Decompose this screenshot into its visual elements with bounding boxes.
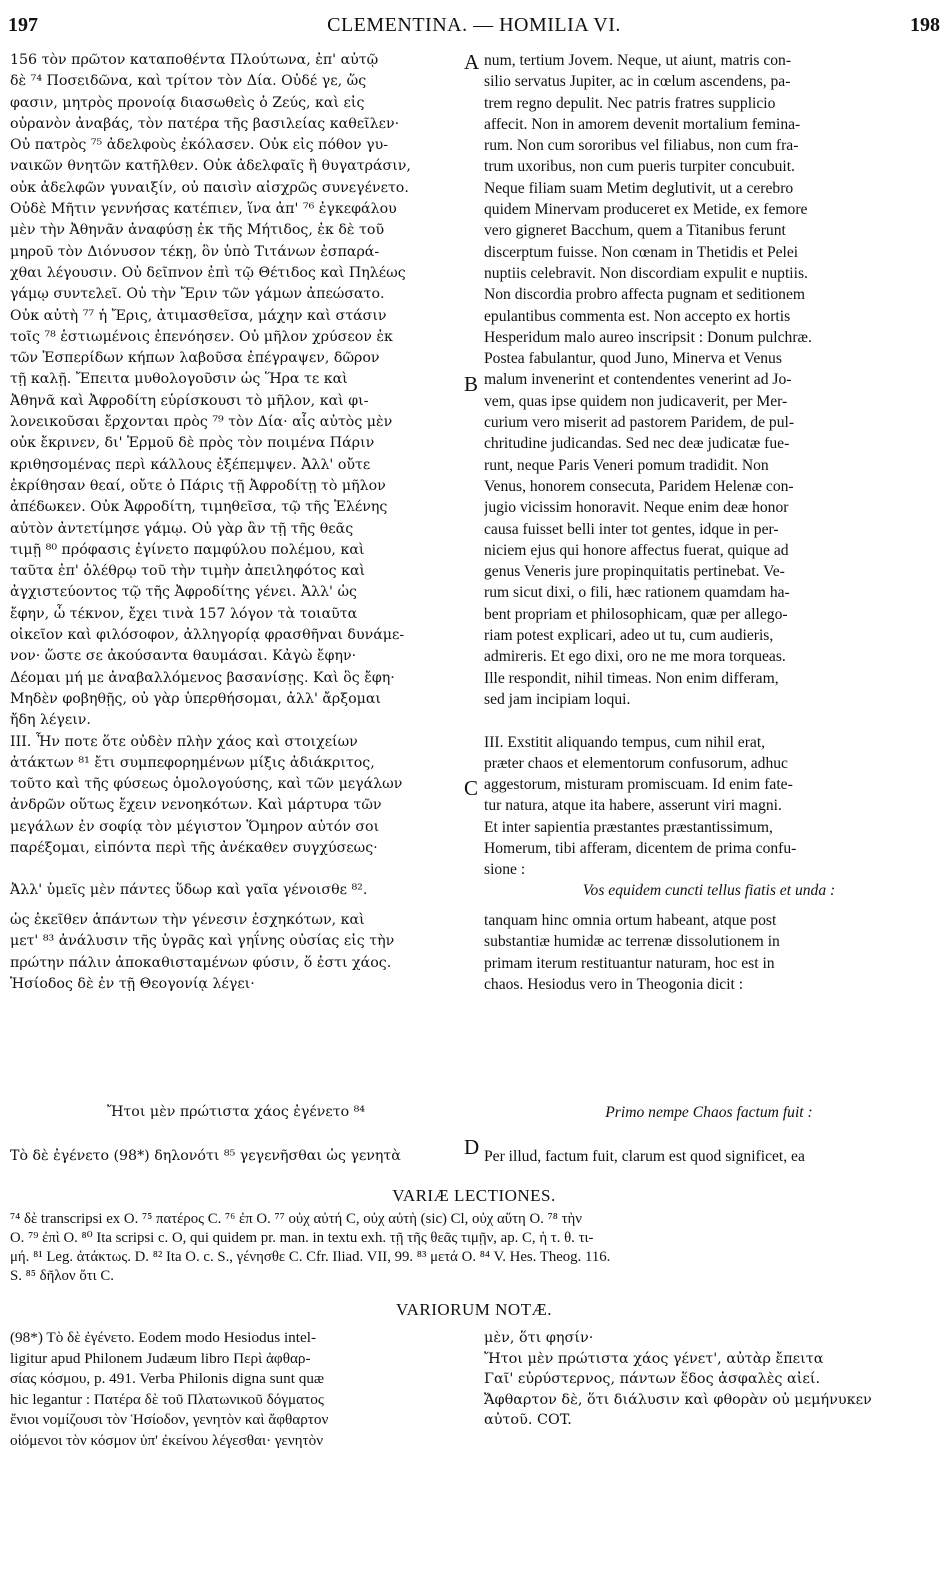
latin-verse-hesiod: Primo nempe Chaos factum fuit :: [605, 1104, 813, 1121]
greek-line: ἀγχιστεύοντος τῷ τῆς Ἀφροδίτης γένει. Ἀλλ' ὡς: [10, 584, 357, 601]
latin-line: causa fuisset belli inter tot gentes, idque in per-: [484, 520, 779, 538]
margin-mark-d: D: [464, 1135, 480, 1159]
latin-line: III. Exstitit aliquando tempus, cum nihil erat,: [484, 733, 766, 751]
greek-line: Οὐ πατρὸς ⁷⁵ ἀδελφοὺς ἐκόλασεν. Οὐκ εἰς πόθον γυ-: [10, 137, 389, 154]
latin-line: Ille respondit, nihil timeas. Non enim differam,: [484, 669, 779, 687]
greek-line: ἀπέδωκεν. Οὐκ Ἀφροδίτη, τιμηθεῖσα, τῷ τῆς Ἑλένης: [10, 499, 388, 516]
greek-line: III. Ἦν ποτε ὅτε οὐδὲν πλὴν χάος καὶ στοιχείων: [10, 733, 358, 750]
greek-line: δὲ ⁷⁴ Ποσειδῶνα, καὶ τρίτον τὸν Δία. Οὐδέ γε, ὥς: [10, 73, 367, 90]
greek-line: Δέομαι μή με ἀναβαλλόμενος βασανίσῃς. Καὶ ὃς ἔφη·: [10, 669, 395, 686]
latin-line: riam potest explicari, adeo ut tu, cum audieris,: [484, 627, 774, 645]
greek-line: ὡς ἐκεῖθεν ἁπάντων τὴν γένεσιν ἐσχηκότων, καὶ: [10, 912, 365, 928]
margin-mark-b: B: [464, 372, 479, 396]
greek-line: κριθησομένας περὶ κάλλους ἐξέπεμψεν. Ἀλλ' οὔτε: [10, 456, 371, 473]
running-head-title: CLEMENTINA. — HOMILIA VI.: [327, 14, 621, 36]
greek-line: πρώτην πάλιν ἀποκαθισταμένων φύσιν, ὅ ἐστι χάος.: [10, 954, 392, 971]
greek-line: τιμῇ ⁸⁰ πρόφασις ἐγίνετο παμφύλου πολέμου, καὶ: [10, 541, 365, 558]
latin-line: primam iterum restituantur naturam, hoc est in: [484, 954, 775, 972]
greek-line: γάμῳ συντελεῖ. Οὐ τὴν Ἔριν τῶν γάμων ἀπεώσατο.: [10, 286, 385, 303]
variant-line: S. ⁸⁵ δῆλον ὅτι C.: [10, 1268, 114, 1284]
greek-line: μηροῦ τὸν Διόνυσον τέκῃ, ὃν ὑπὸ Τιτάνων ἐσπαρά-: [10, 243, 380, 260]
latin-line: aggestorum, misturam promiscuam. Id enim fate-: [484, 776, 793, 794]
note-line: σίας κόσμου, p. 491. Verba Philonis digna sunt quæ: [10, 1370, 325, 1387]
latin-line: rum sicut dixi, o fili, hæc rationem quamdam ha-: [484, 584, 790, 602]
latin-line: niciem ejus qui honore affectus fuerat, quique ad: [484, 541, 789, 559]
margin-mark-c: C: [464, 776, 479, 800]
greek-line: τῶν Ἑσπερίδων κήπων λαβοῦσα ἐπέγραψεν, δῶρον: [10, 350, 380, 367]
latin-line: Postea fabulantur, quod Juno, Minerva et Venus: [484, 350, 782, 368]
variant-line: μή. ⁸¹ Leg. ἀτάκτως. D. ⁸² Ita O. c. S., γένησθε C. Cfr. Iliad. VII, 99. ⁸³ μετά O. ⁸⁴ V. Hes. Theog. 116.: [10, 1249, 611, 1265]
variorum-notes-right: [484, 1328, 934, 1431]
latin-line: vem, quas ipse quidem non judicaverit, per Mer-: [484, 392, 788, 410]
latin-line: bent propriam et philosophicam, quæ per allego-: [484, 605, 788, 623]
latin-line: rum. Non cum sororibus vel filiabus, non cum fra-: [484, 137, 799, 155]
greek-line: αὐτὸν ἀντετίμησε γάμῳ. Οὐ γὰρ ἂν τῇ τῆς θεᾶς: [10, 520, 354, 537]
latin-line: substantiæ humidæ ac terrenæ dissolutionem in: [484, 933, 780, 951]
latin-line: sione :: [484, 861, 526, 879]
greek-line: Οὐδὲ Μῆτιν γεννήσας κατέπιεν, ἵνα ἀπ' ⁷⁶ ἐγκεφάλου: [10, 201, 397, 218]
variae-lectiones-notes: [10, 1210, 934, 1286]
page-number-right: 198: [910, 14, 940, 36]
greek-line: τοῦτο καὶ τῆς φύσεως ὁμολογούσης, καὶ τῶν μεγάλων: [10, 776, 403, 793]
latin-line: chritudine judicandas. Sed nec deæ judicatæ fue-: [484, 435, 790, 453]
note-line: οἰόμενοι τὸν κόσμον ὑπ' ἐκείνου λέγεσθαι· γενητὸν: [10, 1431, 324, 1449]
note-line: Ἄφθαρτον δὲ, ὅτι διάλυσιν καὶ φθορὰν οὐ μεμήνυκεν: [484, 1391, 872, 1408]
latin-verse-homer: Vos equidem cuncti tellus fiatis et unda :: [582, 882, 836, 899]
greek-line: ἀνδρῶν οὕτως ἔχειν νενοηκότων. Καὶ μάρτυρα τῶν: [10, 797, 382, 814]
latin-line: affecit. Non in amorem devenit mortalium femina-: [484, 115, 801, 133]
latin-line: præter chaos et elementorum confusorum, adhuc: [484, 754, 788, 772]
latin-last-line: Per illud, factum fuit, clarum est quod significet, ea: [484, 1148, 805, 1165]
greek-line: οὐκ ἔκρινεν, δι' Ἑρμοῦ δὲ πρὸς τὸν ποιμένα Πάριν: [10, 435, 375, 452]
latin-line: Venus, honorem consecuta, Paridem Helenæ con-: [484, 477, 794, 495]
note-line: ligitur apud Philonem Judæum libro Περὶ ἀφθαρ-: [10, 1349, 311, 1367]
greek-line: Ἡσίοδος δὲ ἐν τῇ Θεογονίᾳ λέγει·: [10, 975, 255, 992]
latin-line: genus Veneris jure propinquitatis pertinebat. Ve-: [484, 563, 785, 581]
latin-line: tur natura, atque ita habere, asserunt viri magni.: [484, 797, 782, 815]
latin-line: nuptiis celebravit. Non discordiam expulit e nuptiis.: [484, 264, 808, 282]
greek-verse-hesiod: Ἤτοι μὲν πρώτιστα χάος ἐγένετο ⁸⁴: [106, 1104, 365, 1120]
greek-line: ἤδη λέγειν.: [10, 712, 91, 729]
note-line: αὐτοῦ. COT.: [484, 1412, 572, 1428]
note-line: Ἤτοι μὲν πρώτιστα χάος γένετ', αὐτὰρ ἔπειτα: [484, 1350, 824, 1367]
note-line: (98*) Τὸ δὲ ἐγένετο. Eodem modo Hesiodus intel-: [10, 1329, 317, 1346]
latin-line: jugio vicissim honoravit. Neque enim deæ honor: [484, 499, 789, 517]
latin-middle-paragraph: [484, 910, 934, 995]
latin-line: tanquam hinc omnia ortum habeant, atque post: [484, 912, 777, 929]
latin-line: discerptum fuisse. Non cœnam in Thetidis et Pelei: [484, 243, 799, 261]
greek-line: οὐρανὸν ἀναβάς, τὸν πατέρα τῆς βασιλείας καθεῖλεν·: [10, 115, 400, 132]
greek-line: ἀτάκτων ⁸¹ ἔτι συμπεφορημένων μίξις ἀδιάκριτος,: [10, 754, 375, 771]
latin-line: admireris. Et ego dixi, oro ne me mora torqueas.: [484, 648, 786, 666]
note-line: hic legantur : Πατέρα δὲ τοῦ Πλατωνικοῦ δόγματος: [10, 1390, 324, 1408]
note-line: Γαῖ' εὐρύστερνος, πάντων ἕδος ἀσφαλὲς αἰεί.: [484, 1371, 821, 1387]
greek-line: φασιν, μητρὸς προνοίᾳ διασωθεὶς ὁ Ζεύς, καὶ εἰς: [10, 94, 365, 111]
latin-line: malum invenerint et contendentes venerint ad Jo-: [484, 371, 792, 389]
latin-line: Homerum, tibi afferam, dicentem de prima confu-: [484, 839, 797, 857]
note-line: μὲν, ὅτι φησίν·: [484, 1330, 594, 1346]
greek-line: ἐκρίθησαν θεαί, οὔτε ὁ Πάρις τῇ Ἀφροδίτῃ τὸ μῆλον: [10, 477, 386, 494]
variorum-notes-left: [10, 1328, 460, 1451]
latin-line: Hesperidum malo aureo inscripsit : Donum pulchræ.: [484, 328, 812, 346]
latin-line: epulantibus commenta est. Non accepto ex hortis: [484, 307, 791, 325]
latin-line: trem regno depulit. Nec patris fratres supplicio: [484, 94, 776, 112]
latin-line: runt, neque Paris Veneri pomum tradidit. Non: [484, 456, 769, 474]
latin-line: [484, 710, 934, 731]
page-number-left: 197: [8, 14, 38, 36]
greek-line: οὐκ ἀδελφῶν γυναιξίν, οὐ παισὶν αἰσχρῶς συνεγένετο.: [10, 179, 409, 196]
variorum-notae-title: VARIORUM NOTÆ.: [396, 1300, 552, 1319]
latin-line: silio servatus Jupiter, ac in cœlum ascendens, pa-: [484, 73, 791, 91]
variant-line: ⁷⁴ δὲ transcripsi ex O. ⁷⁵ πατέρος C. ⁷⁶ ἐπ O. ⁷⁷ οὐχ αὐτή C, οὐχ αὐτὴ (sic) Cl, οὐχ αὕτη O. ⁷⁸ τὴν: [10, 1211, 582, 1227]
latin-line: chaos. Hesiodus vero in Theogonia dicit :: [484, 975, 744, 993]
greek-middle-paragraph: [10, 910, 462, 995]
latin-line: trum uxoribus, non cum pueris turpiter concubuit.: [484, 158, 795, 176]
greek-line: Ἀθηνᾶ καὶ Ἀφροδίτη εὑρίσκουσι τὸ μῆλον, καὶ φι-: [10, 392, 369, 409]
latin-line: Neque filiam suam Metim deglutivit, ut a cerebro: [484, 179, 794, 197]
greek-line: τῇ καλῇ. Ἔπειτα μυθολογοῦσιν ὡς Ἥρα τε καὶ: [10, 371, 348, 388]
greek-line: παρέξομαι, εἰπόντα περὶ τῆς ἀνέκαθεν συγχύσεως·: [10, 839, 378, 856]
greek-text-column: [10, 50, 462, 859]
variae-lectiones-title: VARIÆ LECTIONES.: [392, 1186, 556, 1205]
greek-line: τοῖς ⁷⁸ ἑστιωμένοις ἐπενόησεν. Οὐ μῆλον χρύσεον ἐκ: [10, 328, 393, 345]
greek-line: ταῦτα ἐπ' ὀλέθρῳ τοῦ τὴν τιμὴν ἀπειληφότος καὶ: [10, 563, 366, 580]
variant-line: O. ⁷⁹ ἐπὶ O. ⁸⁰ Ita scripsi c. O, qui quidem pr. man. in textu exh. τῇ τῆς θεᾶς τιμῇν, ap. C, ἡ τ. θ. τι-: [10, 1230, 594, 1246]
running-header: [8, 14, 940, 40]
latin-line: Et inter sapientia præstantes præstantissimum,: [484, 818, 773, 836]
greek-line: ναικῶν θνητῶν κατῆλθεν. Οὐκ ἀδελφαῖς ἢ θυγατράσιν,: [10, 158, 411, 175]
latin-line: Non discordia probro affecta pugnam et seditionem: [484, 286, 806, 304]
greek-line: μὲν τὴν Ἀθηνᾶν ἀναφύσῃ ἐκ τῆς Μήτιδος, ἐκ δὲ τοῦ: [10, 222, 385, 239]
note-line: ἔνιοι νομίζουσι τὸν Ἡσίοδον, γενητὸν καὶ ἄφθαρτον: [10, 1411, 329, 1428]
greek-line: οἰκεῖον καὶ φιλόσοφον, ἀλληγορίᾳ φρασθῆναι δυνάμε-: [10, 627, 405, 644]
greek-line: Οὐκ αὐτὴ ⁷⁷ ἡ Ἔρις, ἀτιμασθεῖσα, μάχην καὶ στάσιν: [10, 307, 387, 324]
margin-mark-a: A: [464, 50, 480, 74]
greek-line: μεγάλων ἐν σοφίᾳ τὸν μέγιστον Ὅμηρον αὐτόν σοι: [10, 818, 380, 835]
greek-line: λονεικοῦσαι ἔρχονται πρὸς ⁷⁹ τὸν Δία· αἷς αὐτὸς μὲν: [10, 414, 393, 431]
latin-line: sed jam incipiam loqui.: [484, 690, 631, 708]
greek-line: νον· ὥστε σε ἀκούσαντα θαυμάσαι. Κἀγὼ ἔφην·: [10, 648, 357, 665]
greek-line: Μηδὲν φοβηθῇς, οὐ γὰρ ὑπερθήσομαι, ἀλλ' ἄρξομαι: [10, 690, 381, 707]
latin-line: num, tertium Jovem. Neque, ut aiunt, matris con-: [484, 52, 792, 69]
greek-line: μετ' ⁸³ ἀνάλυσιν τῆς ὑγρᾶς καὶ γηΐνης οὐσίας εἰς τὴν: [10, 933, 395, 950]
greek-last-line: Τὸ δὲ ἐγένετο (98*) δηλονότι ⁸⁵ γεγενῆσθαι ὡς γενητὰ: [10, 1148, 401, 1164]
greek-line: 156 τὸν πρῶτον καταποθέντα Πλούτωνα, ἐπ' αὐτῷ: [10, 52, 379, 68]
latin-line: quidem Minervam produceret ex Metide, ex femore: [484, 201, 808, 219]
latin-line: curium vero miserit ad pastorem Paridem, de pul-: [484, 414, 795, 432]
latin-text-column: [484, 50, 934, 881]
greek-verse-homer: Ἀλλ' ὑμεῖς μὲν πάντες ὕδωρ καὶ γαῖα γένοισθε ⁸².: [10, 882, 368, 898]
greek-line: ἔφην, ὦ τέκνον, ἔχει τινὰ 157 λόγον τὰ τοιαῦτα: [10, 605, 358, 622]
latin-line: vero gigneret Bacchum, quem a Titanibus ferunt: [484, 222, 786, 240]
greek-line: χθαι λέγουσιν. Οὐ δεῖπνον ἐπὶ τῷ Θέτιδος καὶ Πηλέως: [10, 264, 406, 281]
